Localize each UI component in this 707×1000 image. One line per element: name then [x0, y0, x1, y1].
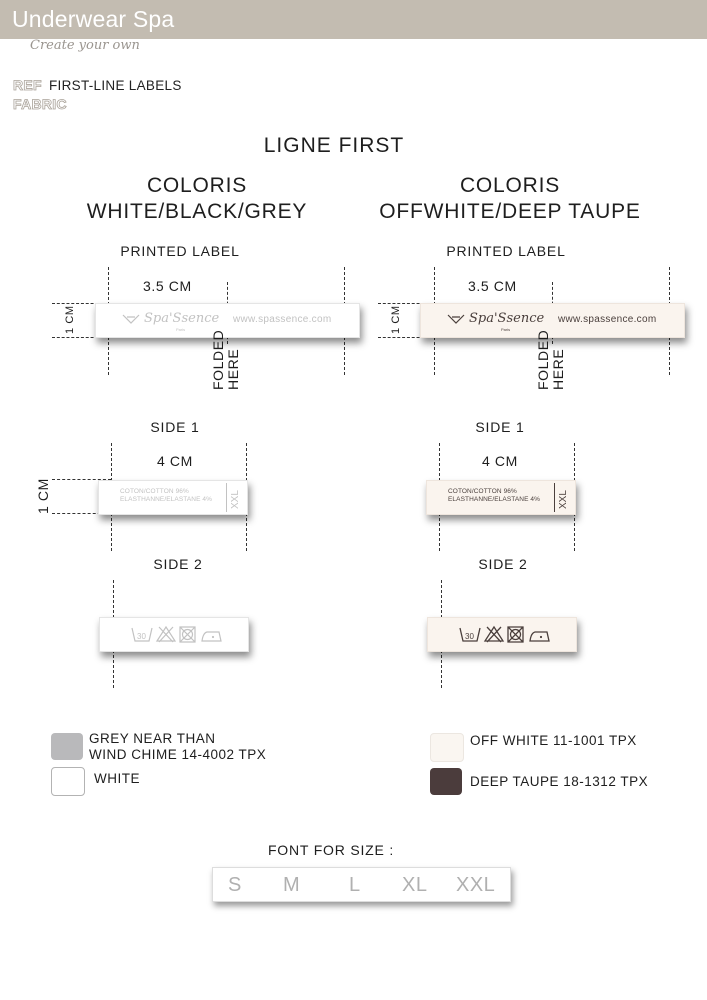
swatch-deep-taupe-label: DEEP TAUPE 18-1312 TPX: [470, 774, 649, 789]
composition-text: [448, 488, 540, 504]
size-sample-s: S: [228, 874, 242, 896]
swatch-offwhite-label: OFF WHITE 11-1001 TPX: [470, 733, 637, 748]
size-box: [226, 483, 246, 512]
side2-title-1: SIDE 2: [153, 556, 203, 572]
side1-title-1: SIDE 1: [150, 419, 200, 435]
no-bleach-icon: [157, 627, 175, 642]
logo-text: Spa'Ssence: [469, 311, 545, 326]
side2-title-2: SIDE 2: [478, 556, 528, 572]
printed-height-dimension: 1 CM: [64, 305, 76, 334]
logo-subtitle: Paris: [501, 327, 511, 332]
coloris-heading-1: COLORIS: [146, 174, 248, 197]
composition-line: COTON/COTTON 96%: [120, 488, 189, 495]
side1-width-dimension: 4 CM: [157, 453, 193, 469]
colorway-name-2: OFFWHITE/DEEP TAUPE: [379, 200, 641, 223]
logo-mark-icon: [122, 314, 140, 324]
swatch-deep-taupe: [430, 768, 462, 795]
size-sample-l: L: [349, 874, 361, 896]
here-text: HERE: [225, 348, 241, 390]
size-sample-xxl: XXL: [456, 874, 496, 896]
main-title: LIGNE FIRST: [263, 134, 405, 157]
size-sample-m: M: [283, 874, 301, 896]
side1-title-2: SIDE 1: [475, 419, 525, 435]
brand-tagline: Create your own: [30, 38, 140, 53]
iron-icon: [530, 632, 549, 641]
wash-temp: 30: [465, 632, 474, 641]
swatch-white-label: WHITE: [94, 771, 140, 786]
printed-width-dimension: 3.5 CM: [468, 278, 517, 294]
size-box: [554, 483, 574, 512]
ref-label: REF: [13, 77, 42, 93]
size-font-sample: [212, 867, 511, 902]
label-url: www.spassence.com: [233, 314, 332, 325]
swatch-line: GREY NEAR THAN: [89, 731, 216, 746]
brand-title: Underwear Spa: [12, 6, 175, 32]
side1-height-dimension: 1 CM: [35, 478, 51, 514]
folded-here-text: [211, 330, 241, 390]
here-text: HERE: [550, 348, 566, 390]
side2-label: [99, 617, 249, 652]
logo-mark-icon: [447, 314, 465, 324]
printed-label-title-1: PRINTED LABEL: [120, 243, 240, 259]
side1-label: [98, 480, 248, 515]
coloris-heading-2: COLORIS: [459, 174, 561, 197]
care-symbols: [459, 625, 551, 645]
folded-here-text: [536, 330, 566, 390]
logo-text: Spa'Ssence: [144, 311, 220, 326]
printed-label-title-2: PRINTED LABEL: [446, 243, 566, 259]
printed-height-dimension: 1 CM: [390, 305, 402, 334]
side2-label: [427, 617, 577, 652]
no-bleach-icon: [485, 627, 503, 642]
side1-label: [426, 480, 576, 515]
fabric-label: FABRIC: [13, 96, 67, 112]
label-url: www.spassence.com: [558, 314, 657, 325]
folded-text: FOLDED: [535, 329, 551, 390]
printed-width-dimension: 3.5 CM: [143, 278, 192, 294]
swatch-offwhite: [430, 733, 464, 762]
swatch-grey: [51, 733, 83, 760]
size-text: XXL: [230, 490, 241, 509]
swatch-white: [51, 767, 85, 796]
swatch-line: WIND CHIME 14-4002 TPX: [89, 747, 267, 762]
font-for-size-title: FONT FOR SIZE :: [267, 842, 395, 858]
composition-line: ELASTHANNE/ELASTANE 4%: [120, 496, 213, 503]
logo-subtitle: Paris: [176, 327, 186, 332]
wash-temp: 30: [137, 632, 146, 641]
iron-icon: [202, 632, 221, 641]
size-sample-xl: XL: [402, 874, 428, 896]
composition-line: COTON/COTTON 96%: [448, 488, 517, 495]
composition-line: ELASTHANNE/ELASTANE 4%: [448, 496, 541, 503]
swatch-grey-label: [89, 731, 266, 763]
composition-text: [120, 488, 212, 504]
side1-width-dimension: 4 CM: [482, 453, 518, 469]
ref-value: FIRST-LINE LABELS: [49, 78, 182, 93]
colorway-name-1: WHITE/BLACK/GREY: [86, 200, 308, 223]
folded-text: FOLDED: [210, 329, 226, 390]
care-symbols: [131, 625, 223, 645]
size-text: XXL: [558, 490, 569, 509]
